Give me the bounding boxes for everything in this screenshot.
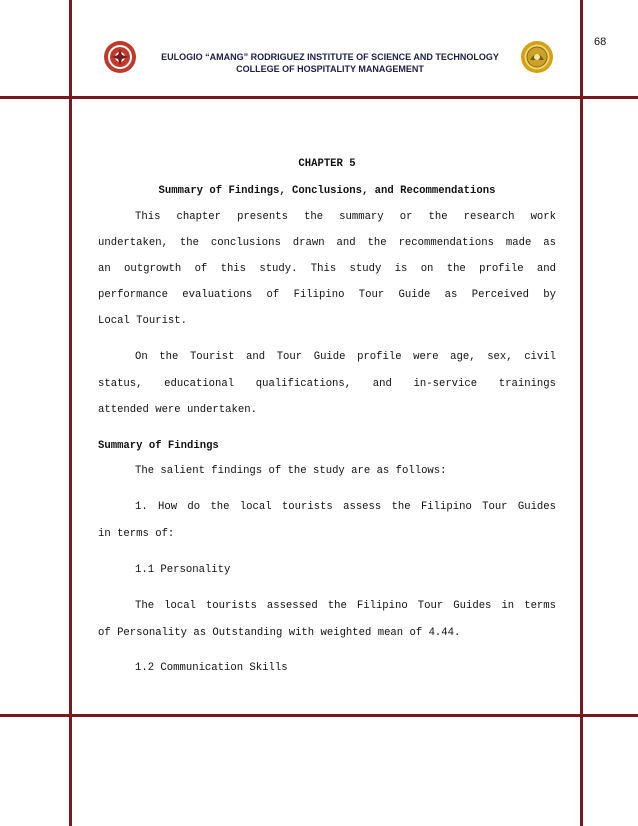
intro-line: undertaken, the conclusions drawn and the recommendations made as <box>98 237 556 249</box>
chapter-title: Summary of Findings, Conclusions, and Recommendations <box>158 185 496 197</box>
college-seal-icon <box>520 40 554 74</box>
intro-line: performance evaluations of Filipino Tour Guide as Perceived by <box>98 289 556 301</box>
question-line: in terms of: <box>98 528 175 540</box>
personality-line: of Personality as Outstanding with weighted mean of 4.44. <box>98 627 461 639</box>
college-name: COLLEGE OF HOSPITALITY MANAGEMENT <box>236 64 424 74</box>
intro-line: Local Tourist. <box>98 315 188 327</box>
section-heading: Summary of Findings <box>98 440 219 452</box>
university-seal-icon <box>103 40 137 74</box>
footer-rule <box>0 714 638 717</box>
chapter-number: CHAPTER 5 <box>298 158 356 170</box>
intro-line: an outgrowth of this study. This study is on the profile and <box>98 263 556 275</box>
question-line: 1. How do the local tourists assess the Filipino Tour Guides <box>135 501 556 513</box>
profile-line: status, educational qualifications, and in-service trainings <box>98 378 556 390</box>
sub-item-personality: 1.1 Personality <box>135 564 231 576</box>
profile-line: attended were undertaken. <box>98 404 257 416</box>
personality-line: The local tourists assessed the Filipino Tour Guides in terms <box>135 600 556 612</box>
institution-name: EULOGIO “AMANG” RODRIGUEZ INSTITUTE OF SCIENCE AND TECHNOLOGY <box>161 52 499 62</box>
page-number: 68 <box>594 36 607 48</box>
intro-line: This chapter presents the summary or the research work <box>135 211 556 223</box>
findings-intro: The salient findings of the study are as follows: <box>135 465 447 477</box>
profile-line: On the Tourist and Tour Guide profile were age, sex, civil <box>135 351 556 363</box>
right-margin-rule <box>580 0 583 826</box>
header-rule <box>0 96 638 99</box>
left-margin-rule <box>69 0 72 826</box>
sub-item-communication-skills: 1.2 Communication Skills <box>135 662 288 674</box>
